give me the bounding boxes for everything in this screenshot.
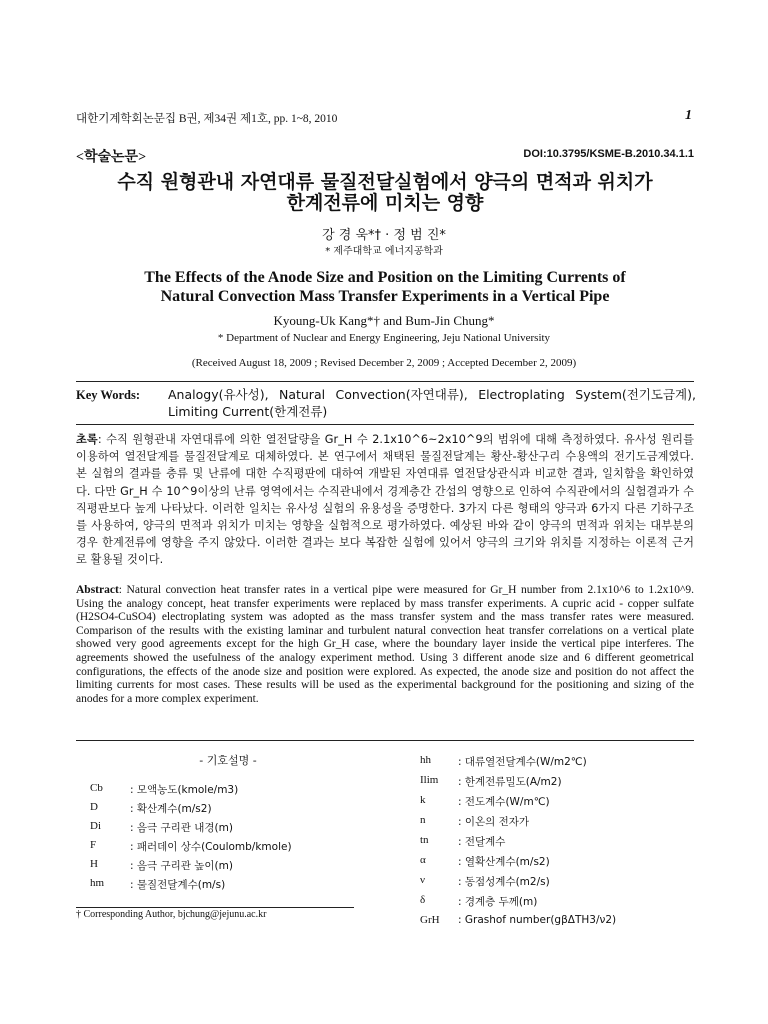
affiliation-korean: * 제주대학교 에너지공학과 (325, 246, 443, 257)
nomenclature-definition: : 경계층 두께(m) (458, 896, 538, 908)
nomenclature-symbol: Ilim (420, 774, 439, 786)
nomenclature-symbol: k (420, 794, 426, 806)
title-english-line1: The Effects of the Anode Size and Position on the Limiting Currents of (144, 269, 626, 286)
nomenclature-definition: : 이온의 전자가 (458, 816, 530, 828)
nomenclature-definition: : 전달계수 (458, 836, 506, 848)
received-dates: (Received August 18, 2009 ; Revised December 2, 2009 ; Accepted December 2, 2009) (191, 357, 577, 369)
abstract-english (76, 584, 694, 706)
keywords-text: Analogy(유사성), Natural Convection(자연대류), Electroplating System(전기도금계), Limiting Current(한계전류) (168, 387, 696, 419)
title-korean-line2: 한계전류에 미치는 영향 (286, 192, 484, 214)
nomenclature-left-column (90, 782, 370, 902)
nomenclature-symbol: F (90, 839, 97, 851)
abstract-english-label: Abstract (76, 584, 119, 596)
nomenclature-symbol: GrH (420, 914, 440, 926)
keywords-label: Key Words: (76, 388, 141, 402)
title-english-line2: Natural Convection Mass Transfer Experiments in a Vertical Pipe (160, 288, 610, 305)
nomenclature-definition: : 전도계수(W/m℃) (458, 796, 550, 808)
nomenclature-symbol: hh (420, 754, 431, 766)
nomenclature-definition: : 열확산계수(m/s2) (458, 856, 550, 868)
nomenclature-definition: : Grashof number(gβΔTH3/ν2) (458, 914, 617, 926)
nomenclature-symbol: D (90, 801, 98, 813)
doi: DOI:10.3795/KSME-B.2010.34.1.1 (523, 148, 694, 160)
nomenclature-definition: : 동점성계수(m2/s) (458, 876, 550, 888)
title-english (70, 268, 700, 306)
section-tag: <학술논문> (76, 150, 147, 165)
title-korean (60, 172, 710, 214)
nomenclature-symbol: δ (420, 894, 426, 906)
nomenclature-definition: : 음극 구리관 높이(m) (130, 860, 233, 872)
nomenclature-title: - 기호설명 - (199, 754, 257, 767)
abstract-korean-text: : 수직 원형관내 자연대류에 의한 열전달량을 Gr_H 수 2.1x10^6~2x10^9의 범위에 대해 측정하였다. 유사성 원리를 이용하여 열전달계를 물질전달계로 대체하였다. 본 연구에서 채택된 물질전달계는 황산-황산구리 수용액의 전기도금계였다. 본 실험의 결과를 층류 및 난류에 대한 수직평판에 대하여 개발된 자연대류 열전달상관식과 비교한 결과, 일치함을 확인하였다. 다만 Gr_H 수 10^9이상의 난류 영역에서는 수직관내에서 경계층간 간섭의 영향으로 인하여 수직관에서의 실험결과가 수직평판보다 높게 나타났다. 이러한 일치는 유사성 실험의 유용성을 증명한다. 3가지 다른 형태의 양극과 6가지 다른 기하구조를 사용하여, 양극의 면적과 위치가 미치는 영향을 실험적으로 평가하였다. 예상된 바와 같이 양극의 면적과 위치는 대부분의 경우 한계전류에 영향을 주지 않았다. 이러한 결과는 보다 복잡한 실험에 있어서 양극의 크기와 위치를 지정하는 이론적 근거로 활용될 것이다. (76, 433, 694, 567)
affiliation-english: * Department of Nuclear and Energy Engineering, Jeju National University (217, 332, 551, 344)
nomenclature-symbol: ν (420, 874, 425, 886)
corresponding-author-footnote: † Corresponding Author, bjchung@jejunu.ac.kr (76, 909, 267, 920)
abstract-korean-label: 초록 (76, 433, 98, 446)
nomenclature-definition: : 한계전류밀도(A/m2) (458, 776, 562, 788)
abstract-english-text: : Natural convection heat transfer rates in a vertical pipe were measured for Gr_H number from 2.1x10^6 to 1.2x10^9. Using the analogy concept, heat transfer experiments were replaced by mass transfer experiments. A cupric acid - copper sulfate (H2SO4-CuSO4) electroplating system was adopted as the mass transfer system and the mass transfer rates were measured. Comparison of the results with the existing laminar and turbulent natural convection heat transfer correlations on a vertical plate showed very good agreements except for the high Gr_H case, where the boundary layer inside the vertical pipe interferes. The agreements showed the usefulness of the analogy experiment method. Using 3 different anode size and 6 different geometrical configurations, the effects of the anode size and position were explored. As expected, the anode size and position do not affect the limiting currents for most cases. These results will be used as the experimental background for the positioning and sizing of the anodes for a more complex experiment. (76, 584, 694, 705)
nomenclature-symbol: H (90, 858, 98, 870)
nomenclature-definition: : 물질전달계수(m/s) (130, 879, 226, 891)
authors-english: Kyoung-Uk Kang*† and Bum-Jin Chung* (273, 313, 495, 328)
nomenclature-symbol: Cb (90, 782, 103, 794)
abstract-bottom-rule (76, 740, 694, 741)
nomenclature-symbol: tn (420, 834, 429, 846)
authors-korean: 강 경 욱*† · 정 범 진* (322, 228, 446, 243)
nomenclature-definition: : 패러데이 상수(Coulomb/kmole) (130, 841, 292, 853)
nomenclature-symbol: Di (90, 820, 101, 832)
nomenclature-symbol: hm (90, 877, 105, 889)
page-number: 1 (685, 108, 692, 123)
nomenclature-definition: : 음극 구리관 내경(m) (130, 822, 233, 834)
abstract-korean (76, 431, 694, 569)
nomenclature-definition: : 대류열전달계수(W/m2℃) (458, 756, 587, 768)
nomenclature-symbol: n (420, 814, 426, 826)
nomenclature-right-column (420, 754, 710, 934)
journal-citation: 대한기계학회논문집 B권, 제34권 제1호, pp. 1~8, 2010 (76, 113, 338, 125)
nomenclature-symbol: α (420, 854, 426, 866)
keywords-top-rule (76, 381, 694, 382)
footnote-rule (76, 907, 354, 908)
nomenclature-definition: : 모액농도(kmole/m3) (130, 784, 239, 796)
nomenclature-definition: : 확산계수(m/s2) (130, 803, 212, 815)
keywords-bottom-rule (76, 424, 694, 425)
title-korean-line1: 수직 원형관내 자연대류 물질전달실험에서 양극의 면적과 위치가 (117, 171, 653, 193)
